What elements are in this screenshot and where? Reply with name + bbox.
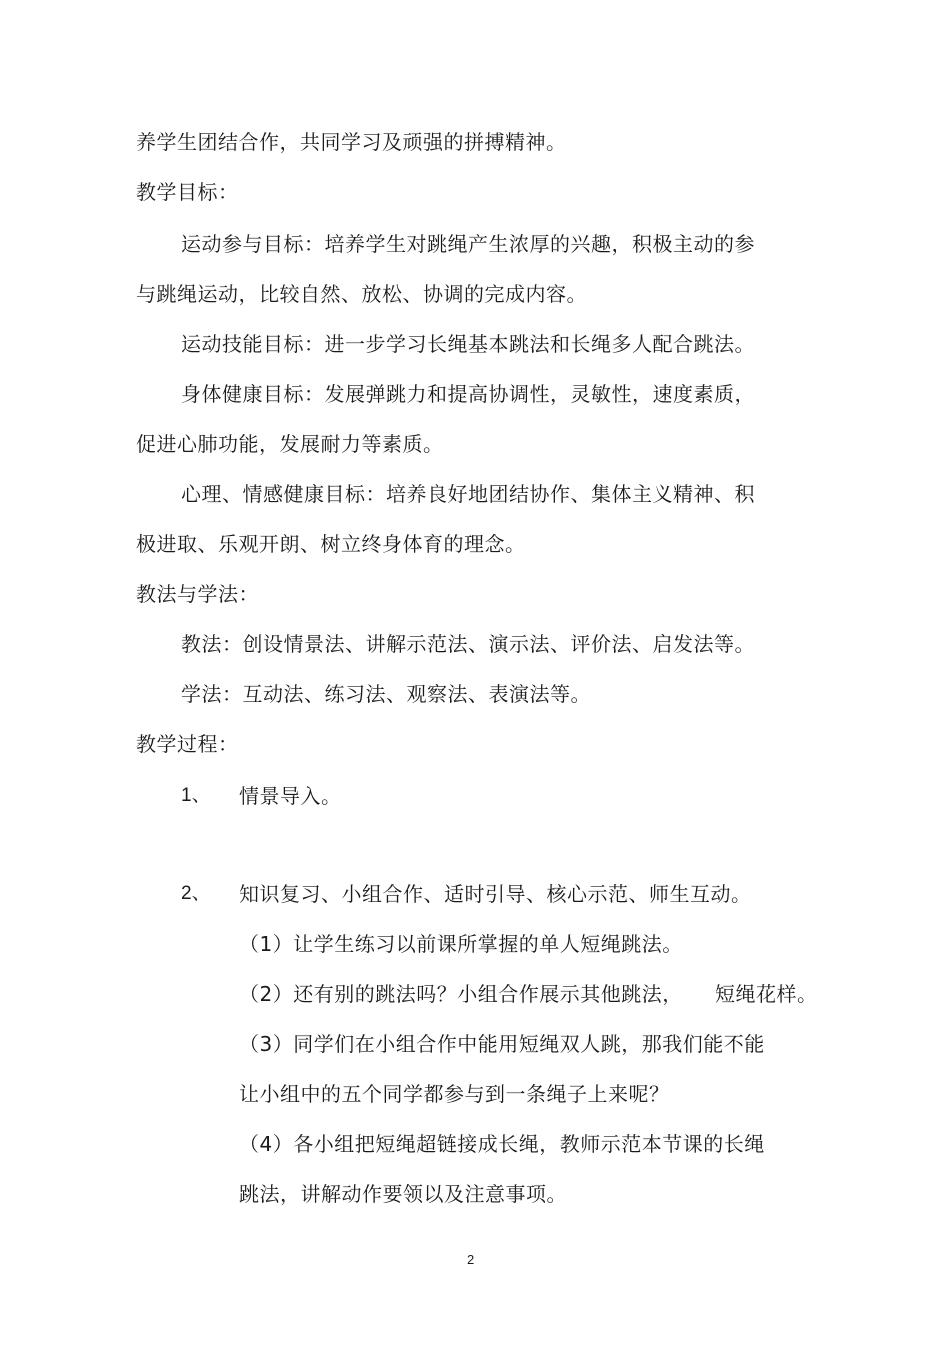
- text-line: 促进心肺功能，发展耐力等素质。: [136, 432, 444, 456]
- sub-item: （4）各小组把短绳超链接成长绳，教师示范本节课的长绳: [239, 1132, 765, 1156]
- sub-item: （2）还有别的跳法吗？小组合作展示其他跳法，: [239, 982, 683, 1006]
- step-number: 1、: [181, 785, 211, 806]
- text-line: 心理、情感健康目标：培养良好地团结协作、集体主义精神、积: [181, 482, 755, 506]
- step-text: 知识复习、小组合作、适时引导、核心示范、师生互动。: [239, 882, 752, 906]
- sub-item: 让小组中的五个同学都参与到一条绳子上来呢？: [239, 1082, 670, 1106]
- text-line: 运动技能目标：进一步学习长绳基本跳法和长绳多人配合跳法。: [181, 332, 755, 356]
- section-heading: 教学目标：: [136, 180, 239, 204]
- step-text: 情景导入。: [239, 784, 342, 808]
- step-number: 2、: [181, 883, 211, 904]
- text-line: 与跳绳运动，比较自然、放松、协调的完成内容。: [136, 282, 587, 306]
- text-line: 教法：创设情景法、讲解示范法、演示法、评价法、启发法等。: [181, 632, 755, 656]
- sub-item: （1）让学生练习以前课所掌握的单人短绳跳法。: [239, 932, 683, 956]
- section-heading: 教学过程：: [136, 732, 239, 756]
- text-line: 运动参与目标：培养学生对跳绳产生浓厚的兴趣，积极主动的参: [181, 232, 755, 256]
- page-number: 2: [467, 1252, 475, 1267]
- text-line: 身体健康目标：发展弹跳力和提高协调性，灵敏性，速度素质，: [181, 382, 755, 406]
- text-line: 学法：互动法、练习法、观察法、表演法等。: [181, 682, 591, 706]
- sub-item: 跳法，讲解动作要领以及注意事项。: [239, 1182, 567, 1206]
- text-line: 极进取、乐观开朗、树立终身体育的理念。: [136, 532, 526, 556]
- sub-item-continuation: 短绳花样。: [715, 982, 818, 1006]
- section-heading: 教法与学法：: [136, 582, 259, 606]
- sub-item: （3）同学们在小组合作中能用短绳双人跳，那我们能不能: [239, 1032, 765, 1056]
- text-line: 养学生团结合作，共同学习及顽强的拼搏精神。: [136, 130, 567, 154]
